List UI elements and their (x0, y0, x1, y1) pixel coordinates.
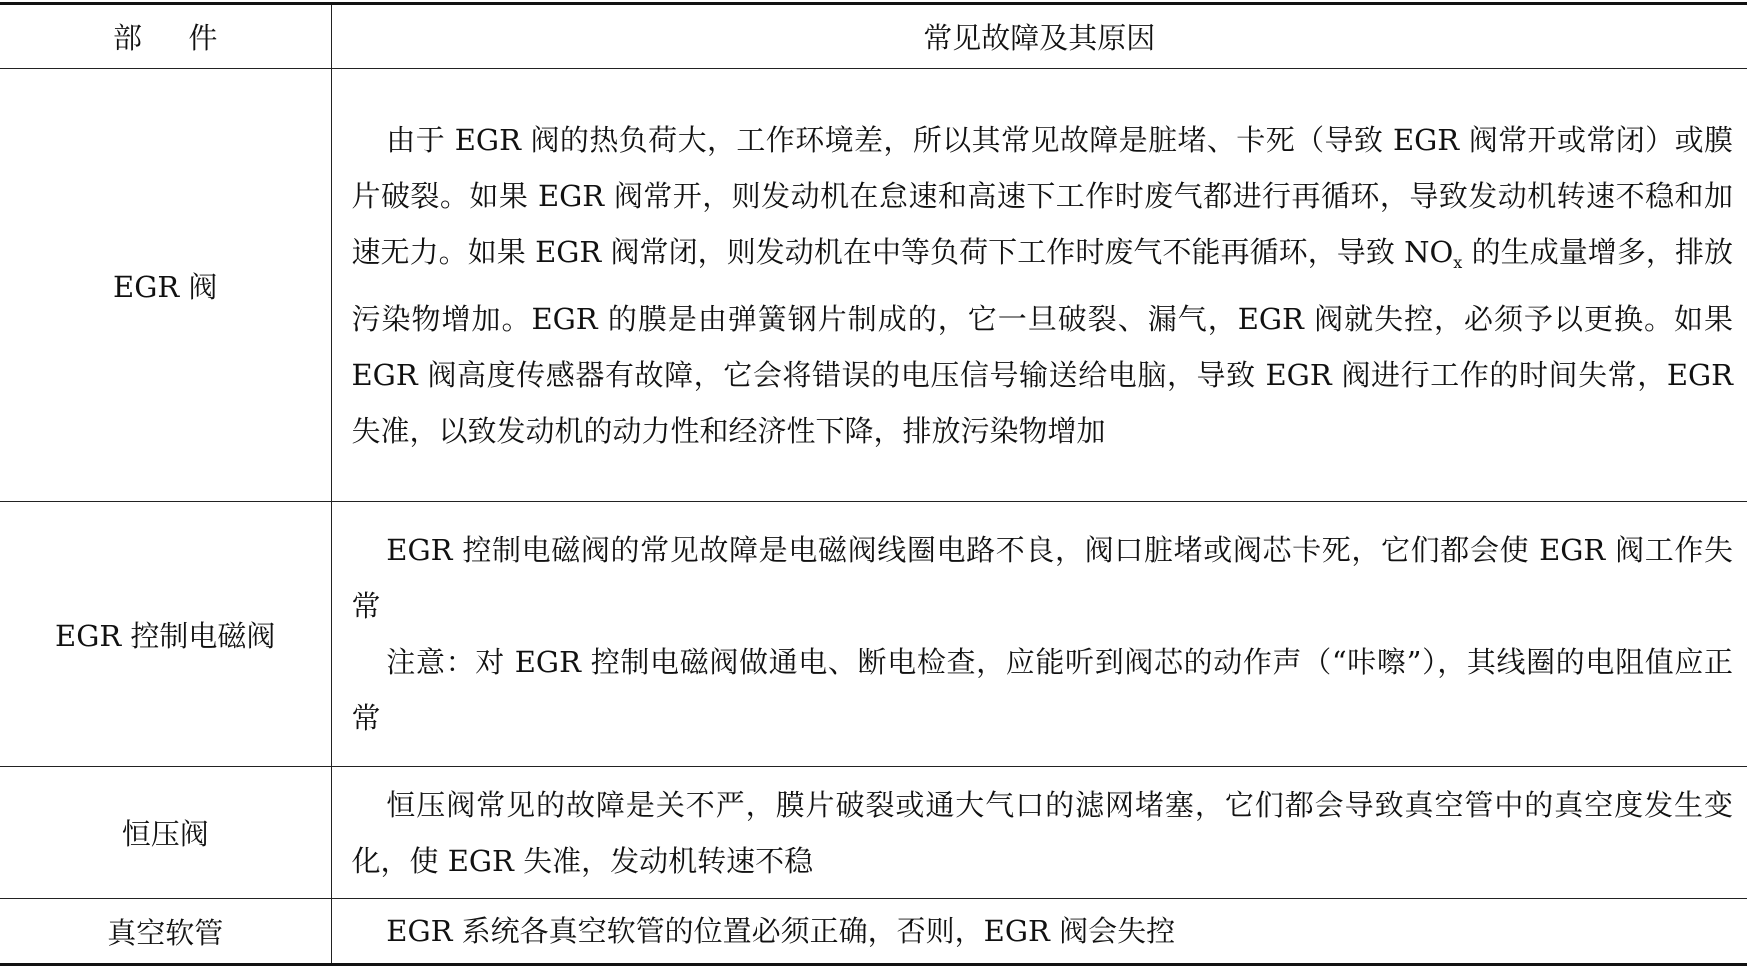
subscript-x: x (1453, 252, 1463, 272)
table-row-vacuum-hose (0, 899, 1747, 965)
description-cell (331, 69, 1747, 502)
note-paragraph: 注意：对 EGR 控制电磁阀做通电、断电检查，应能听到阀芯的动作声（“咔嚓”），其线圈的电阻值应正常 (351, 645, 1733, 735)
description-paragraph: EGR 控制电磁阀的常见故障是电磁阀线圈电路不良，阀口脏堵或阀芯卡死，它们都会使 EGR 阀工作失常 (351, 533, 1733, 623)
part-name: 真空软管 (107, 915, 224, 950)
part-cell (0, 69, 331, 502)
header-part-label: 部件 (113, 21, 264, 55)
description-paragraph (352, 112, 1734, 459)
part-name: 恒压阀 (121, 817, 209, 851)
part-cell (0, 767, 331, 899)
description-cell (331, 502, 1747, 767)
description-paragraph: 恒压阀常见的故障是关不严，膜片破裂或通大气口的滤网堵塞，它们都会导致真空管中的真空度发生变化，使 EGR 失准，发动机转速不稳 (351, 787, 1733, 878)
description-text-cont: 的生成量增多，排放污染物增加。EGR 的膜是由弹簧钢片制成的，它一旦破裂、漏气，EGR 阀就失控，必须予以更换。如果 EGR 阀高度传感器有故障，它会将错误的电压信号输送给电脑，导致 EGR 阀进行工作的时间失常，EGR 失准，以致发动机的动力性和经济性下降，排放污染物增加 (351, 234, 1734, 448)
table-row-pressure-regulator (0, 767, 1747, 899)
part-cell (0, 899, 331, 965)
header-part (0, 4, 331, 69)
header-faults (331, 4, 1747, 69)
description-cell (331, 899, 1747, 965)
part-name: EGR 控制电磁阀 (55, 618, 276, 653)
part-cell (0, 502, 331, 767)
header-faults-label: 常见故障及其原因 (923, 21, 1156, 55)
table-row-egr-solenoid (0, 502, 1747, 767)
table-body (0, 69, 1747, 965)
description-paragraph: EGR 系统各真空软管的位置必须正确，否则，EGR 阀会失控 (386, 914, 1176, 948)
description-cell (331, 767, 1747, 899)
table-row-egr-valve (0, 69, 1747, 502)
part-name: EGR 阀 (113, 269, 218, 304)
description-text: 由于 EGR 阀的热负荷大，工作环境差，所以其常见故障是脏堵、卡死（导致 EGR 阀常开或常闭）或膜片破裂。如果 EGR 阀常开，则发动机在怠速和高速下工作时废气都进行再循环，导致发动机转速不稳和加速无力。如果 EGR 阀常闭，则发动机在中等负荷下工作时废气不能再循环，导致 NO (351, 122, 1733, 269)
table-header (0, 4, 1747, 69)
header-row (0, 4, 1747, 69)
fault-table (0, 2, 1747, 966)
